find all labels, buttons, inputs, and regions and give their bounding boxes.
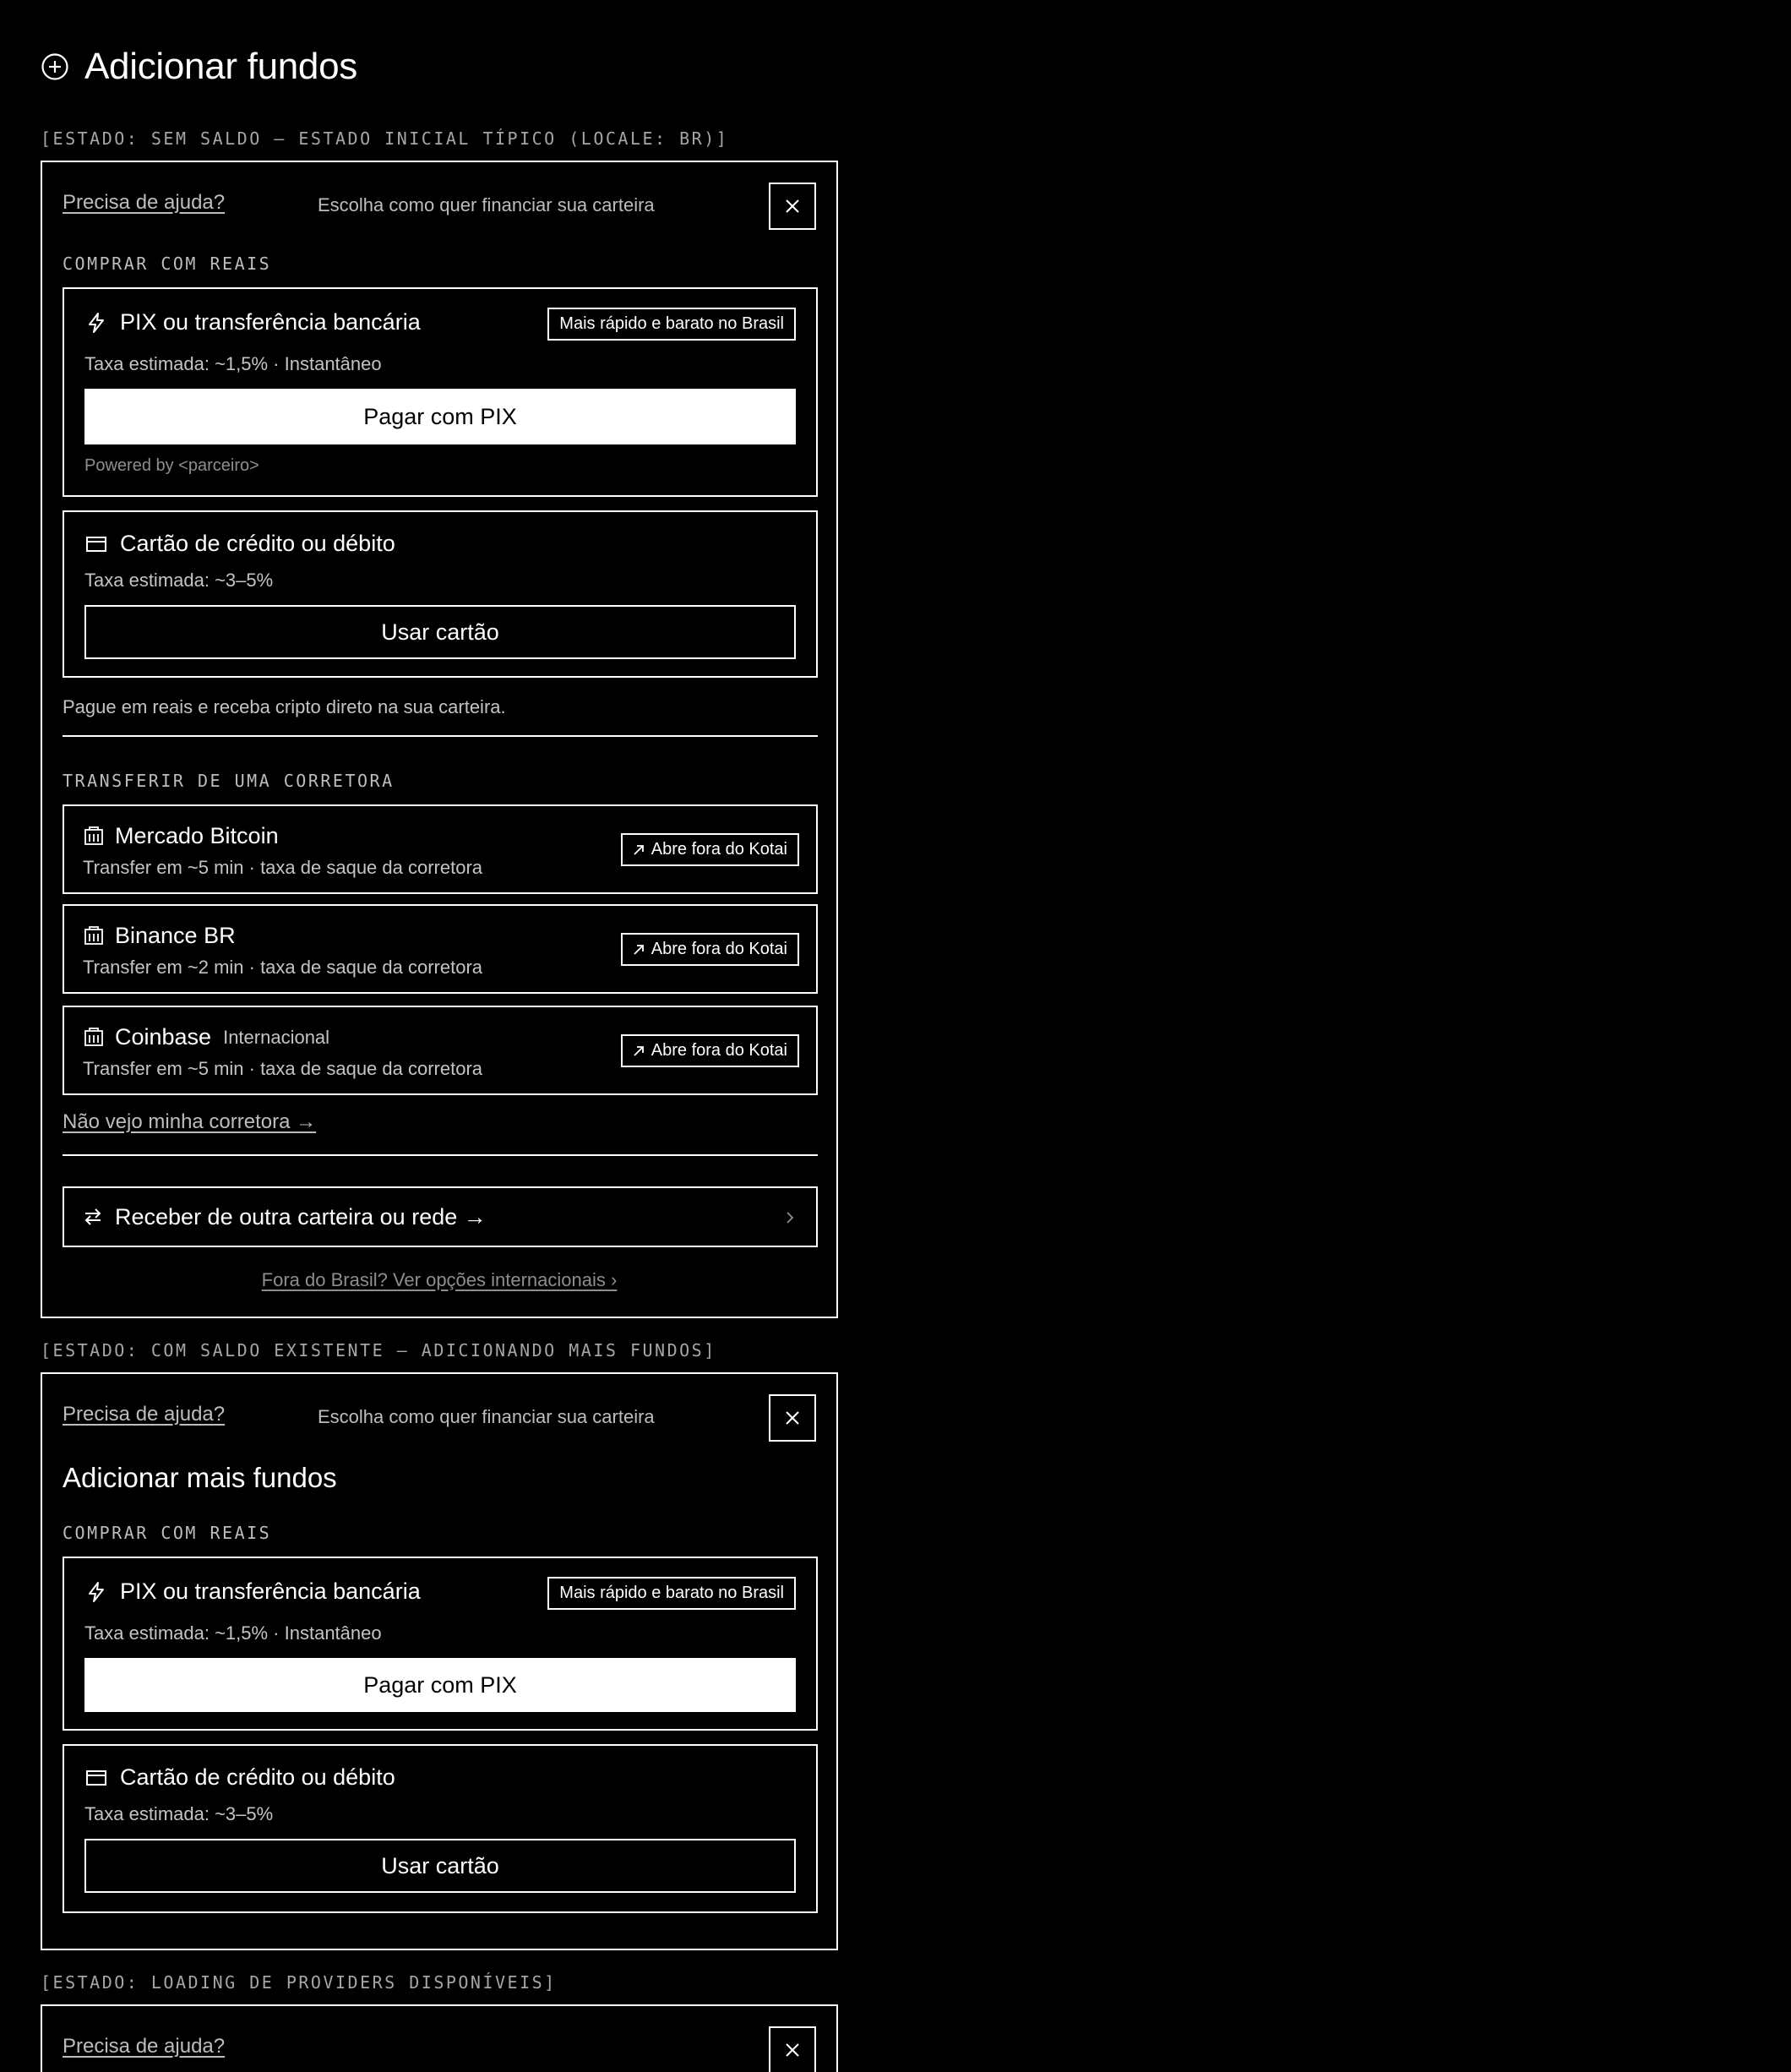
missing-broker-link[interactable]: Não vejo minha corretora → — [63, 1110, 317, 1133]
card-method-card — [63, 1744, 818, 1913]
international-link-text[interactable]: Fora do Brasil? Ver opções internacionais › — [261, 1269, 618, 1290]
section-label-buy: COMPRAR COM REAIS — [63, 1523, 272, 1543]
external-link-badge[interactable] — [621, 1034, 799, 1067]
pix-title: PIX ou transferência bancária — [120, 1579, 421, 1604]
add-funds-panel-empty — [41, 161, 838, 1318]
credit-card-icon — [84, 532, 108, 556]
section-label-transfer: TRANSFERIR DE UMA CORRETORA — [63, 771, 395, 791]
credit-card-icon — [84, 1766, 108, 1790]
close-button[interactable] — [769, 183, 816, 230]
broker-name: Coinbase — [115, 1024, 212, 1050]
external-link-label: Abre fora do Kotai — [651, 1041, 787, 1060]
add-more-heading: Adicionar mais fundos — [63, 1462, 337, 1493]
panel-subtitle: Escolha como quer financiar sua carteira — [318, 1406, 655, 1427]
state-label-empty: [ESTADO: SEM SALDO — ESTADO INICIAL TÍPICO (LOCALE: BR)] — [41, 128, 729, 149]
add-funds-panel-loading — [41, 2004, 838, 2072]
use-card-button[interactable]: Usar cartão — [84, 1839, 796, 1893]
state-label-with-balance: [ESTADO: COM SALDO EXISTENTE — ADICIONANDO MAIS FUNDOS] — [41, 1340, 716, 1360]
divider — [63, 1154, 818, 1156]
broker-header — [83, 1024, 329, 1050]
panel-top — [63, 183, 816, 230]
divider — [63, 735, 818, 737]
lightning-icon — [84, 1580, 108, 1604]
pix-title: PIX ou transferência bancária — [120, 309, 421, 335]
powered-by-label: Powered by <parceiro> — [84, 456, 259, 475]
broker-card-binance-br[interactable] — [63, 904, 818, 994]
external-link-label: Abre fora do Kotai — [651, 940, 787, 958]
broker-card-mercado-bitcoin[interactable] — [63, 804, 818, 894]
broker-region-tag: Internacional — [223, 1026, 330, 1048]
pix-recommended-badge: Mais rápido e barato no Brasil — [547, 308, 796, 341]
external-link-badge[interactable] — [621, 833, 799, 866]
close-icon — [784, 2042, 801, 2058]
broker-meta: Transfer em ~5 min · taxa de saque da corretora — [83, 857, 483, 878]
broker-name: Mercado Bitcoin — [115, 823, 279, 848]
buy-note: Pague em reais e receba cripto direto na sua carteira. — [63, 696, 506, 717]
broker-card-coinbase[interactable] — [63, 1006, 818, 1095]
pix-method-card — [63, 1557, 818, 1731]
section-label-buy: COMPRAR COM REAIS — [63, 254, 272, 274]
bank-building-icon — [83, 826, 105, 848]
plus-circle-icon — [41, 52, 69, 81]
receive-label: Receber de outra carteira ou rede → — [115, 1203, 487, 1230]
help-link[interactable]: Precisa de ajuda? — [63, 191, 226, 214]
add-funds-panel-with-balance — [41, 1372, 838, 1950]
close-icon — [784, 198, 801, 215]
help-link[interactable]: Precisa de ajuda? — [63, 1403, 226, 1426]
external-link-label: Abre fora do Kotai — [651, 840, 787, 859]
page-title: Adicionar fundos — [84, 46, 357, 87]
close-button[interactable] — [769, 1394, 816, 1442]
arrow-up-right-icon — [633, 1045, 645, 1057]
bank-building-icon — [83, 925, 105, 947]
use-card-button[interactable]: Usar cartão — [84, 605, 796, 659]
pay-with-pix-button[interactable]: Pagar com PIX — [84, 389, 796, 444]
card-fee: Taxa estimada: ~3–5% — [84, 570, 274, 591]
state-label-loading: [ESTADO: LOADING DE PROVIDERS DISPONÍVEIS] — [41, 1972, 557, 1993]
chevron-right-icon — [784, 1210, 796, 1225]
broker-meta: Transfer em ~5 min · taxa de saque da corretora — [83, 1058, 483, 1079]
swap-arrows-icon — [83, 1207, 103, 1227]
pix-recommended-badge: Mais rápido e barato no Brasil — [547, 1577, 796, 1610]
broker-header — [83, 923, 236, 949]
card-title: Cartão de crédito ou débito — [120, 1764, 395, 1790]
pix-header — [84, 1579, 421, 1605]
pix-fee: Taxa estimada: ~1,5% · Instantâneo — [84, 353, 382, 374]
pix-method-card — [63, 287, 818, 497]
arrow-up-right-icon — [633, 844, 645, 856]
card-fee: Taxa estimada: ~3–5% — [84, 1803, 274, 1824]
broker-header — [83, 823, 279, 849]
close-icon — [784, 1410, 801, 1426]
international-options-link — [42, 1269, 836, 1291]
receive-from-wallet-row[interactable] — [63, 1186, 818, 1247]
arrow-up-right-icon — [633, 944, 645, 956]
pay-with-pix-button[interactable]: Pagar com PIX — [84, 1658, 796, 1712]
close-button[interactable] — [769, 2026, 816, 2072]
panel-top — [63, 2026, 816, 2072]
panel-top — [63, 1394, 816, 1442]
card-title: Cartão de crédito ou débito — [120, 531, 395, 556]
panel-subtitle: Escolha como quer financiar sua carteira — [318, 194, 655, 215]
external-link-badge[interactable] — [621, 933, 799, 966]
page-header — [41, 46, 357, 88]
card-method-card — [63, 510, 818, 678]
broker-name: Binance BR — [115, 923, 236, 948]
pix-header — [84, 309, 421, 335]
card-header — [84, 1764, 395, 1791]
pix-fee: Taxa estimada: ~1,5% · Instantâneo — [84, 1622, 382, 1644]
lightning-icon — [84, 311, 108, 335]
broker-meta: Transfer em ~2 min · taxa de saque da corretora — [83, 957, 483, 978]
card-header — [84, 531, 395, 557]
help-link[interactable]: Precisa de ajuda? — [63, 2035, 226, 2058]
bank-building-icon — [83, 1027, 105, 1049]
